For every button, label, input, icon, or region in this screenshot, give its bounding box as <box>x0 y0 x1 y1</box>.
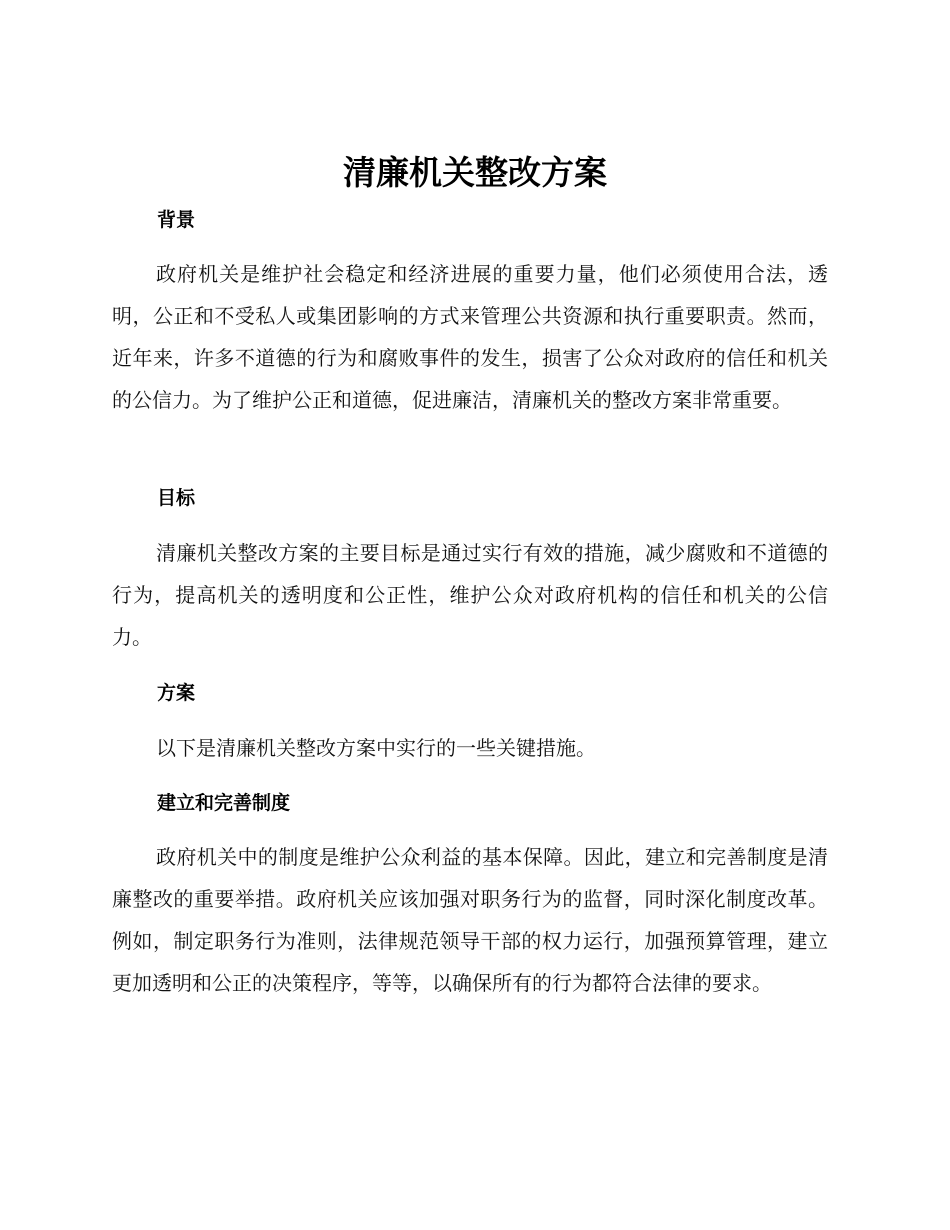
section-paragraph-background: 政府机关是维护社会稳定和经济进展的重要力量，他们必须使用合法，透明，公正和不受私人或集团影响的方式来管理公共资源和执行重要职责。然而，近年来，许多不道德的行为和腐败事件的发生，损害了公众对政府的信任和机关的公信力。为了维护公正和道德，促进廉洁，清廉机关的整改方案非常重要。 <box>112 262 828 412</box>
section-paragraph-plan: 以下是清廉机关整改方案中实行的一些关键措施。 <box>156 736 596 760</box>
section-heading-system: 建立和完善制度 <box>157 792 291 814</box>
section-paragraph-system: 政府机关中的制度是维护公众利益的基本保障。因此，建立和完善制度是清廉整改的重要举措。政府机关应该加强对职务行为的监督，同时深化制度改革。例如，制定职务行为准则，法律规范领导干部的权力运行，加强预算管理，建立更加透明和公正的决策程序，等等，以确保所有的行为都符合法律的要求。 <box>112 845 828 995</box>
document-title: 清廉机关整改方案 <box>343 153 607 192</box>
section-heading-goal: 目标 <box>157 487 196 509</box>
section-heading-background: 背景 <box>157 209 196 231</box>
section-paragraph-goal: 清廉机关整改方案的主要目标是通过实行有效的措施，减少腐败和不道德的行为，提高机关的透明度和公正性，维护公众对政府机构的信任和机关的公信力。 <box>112 541 828 649</box>
section-heading-plan: 方案 <box>157 682 196 704</box>
